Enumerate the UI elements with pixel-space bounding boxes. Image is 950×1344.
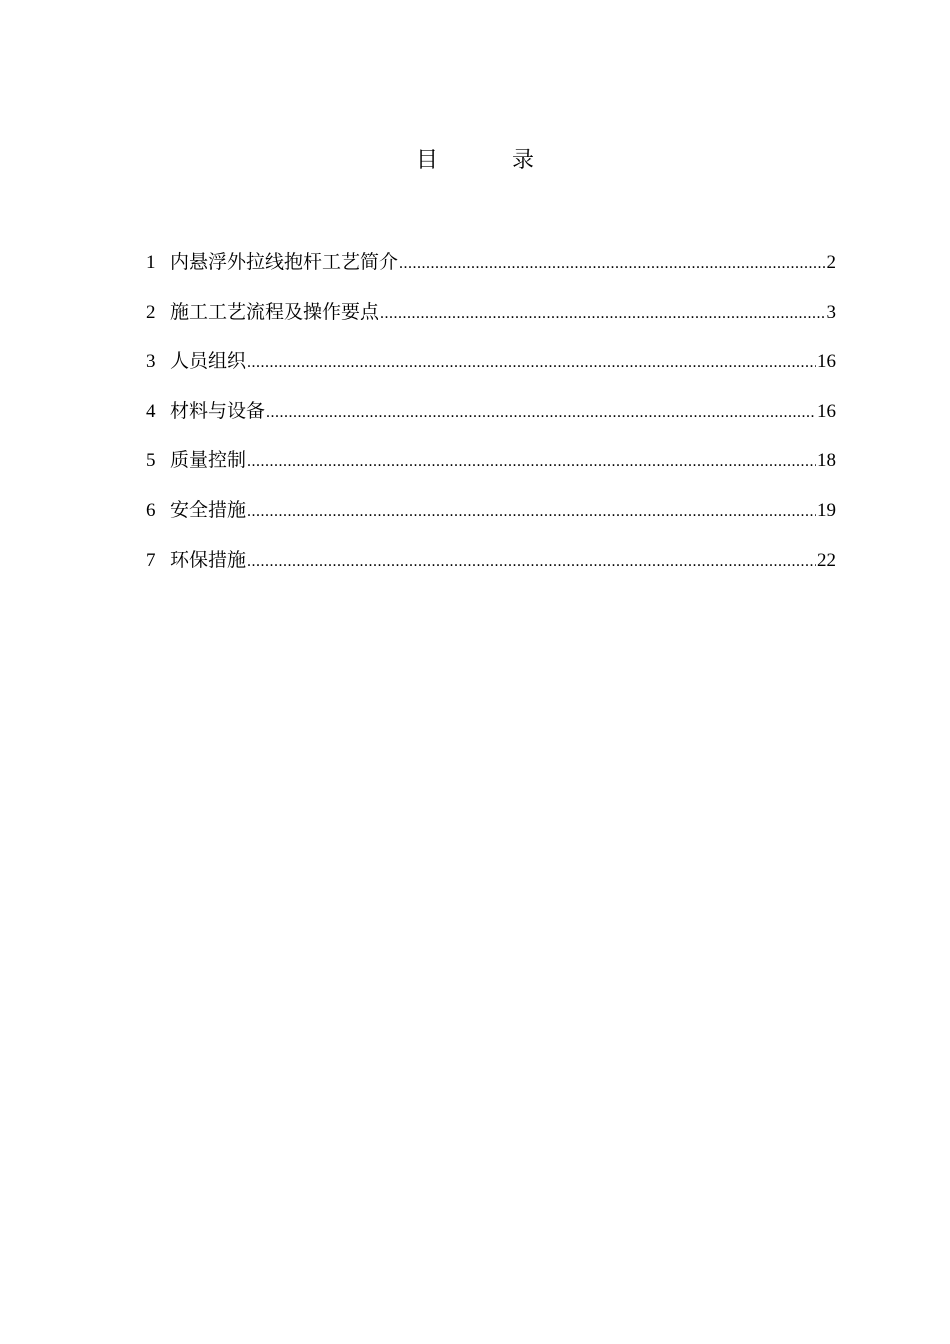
toc-entry-5[interactable] xyxy=(146,444,836,494)
toc-entry-number: 1 xyxy=(146,252,156,273)
toc-dot-leader xyxy=(247,546,816,578)
toc-entry-page: 16 xyxy=(817,400,836,422)
toc-entry-number: 2 xyxy=(146,301,156,323)
table-of-contents xyxy=(146,246,836,593)
toc-dot-leader xyxy=(380,298,825,330)
toc-entry-3[interactable] xyxy=(146,345,836,395)
toc-entry-title: 安全措施 xyxy=(170,498,247,521)
toc-dot-leader xyxy=(247,446,816,478)
toc-entry-7[interactable] xyxy=(146,544,836,594)
toc-entry-6[interactable] xyxy=(146,494,836,544)
toc-entry-page: 18 xyxy=(817,450,836,472)
toc-entry-page: 16 xyxy=(817,351,836,373)
toc-entry-number: 3 xyxy=(146,351,156,373)
toc-entry-2[interactable] xyxy=(146,296,836,346)
toc-dot-leader xyxy=(266,397,816,429)
toc-dot-leader xyxy=(247,347,816,379)
toc-dot-leader xyxy=(399,248,825,280)
toc-entry-title: 内悬浮外拉线抱杆工艺简介 xyxy=(170,251,399,273)
toc-entry-title: 环保措施 xyxy=(170,548,247,571)
toc-dot-leader xyxy=(247,496,816,528)
toc-entry-page: 3 xyxy=(826,301,836,323)
toc-entry-number: 4 xyxy=(146,400,156,422)
toc-entry-number: 6 xyxy=(146,499,156,521)
toc-heading-char-2: 录 xyxy=(512,148,535,173)
toc-entry-page: 22 xyxy=(817,549,836,571)
toc-entry-4[interactable] xyxy=(146,395,836,445)
toc-entry-page: 19 xyxy=(817,499,836,521)
toc-entry-number: 7 xyxy=(146,549,156,571)
toc-entry-title: 材料与设备 xyxy=(170,399,266,422)
toc-entry-page: 2 xyxy=(826,252,836,273)
toc-entry-title: 人员组织 xyxy=(170,350,247,373)
toc-entry-title: 施工工艺流程及操作要点 xyxy=(170,300,380,323)
toc-entry-title: 质量控制 xyxy=(170,449,247,472)
toc-heading xyxy=(0,144,950,178)
toc-entry-number: 5 xyxy=(146,450,156,472)
toc-entry-1[interactable] xyxy=(146,246,836,296)
toc-heading-char-1: 目 xyxy=(416,148,439,173)
